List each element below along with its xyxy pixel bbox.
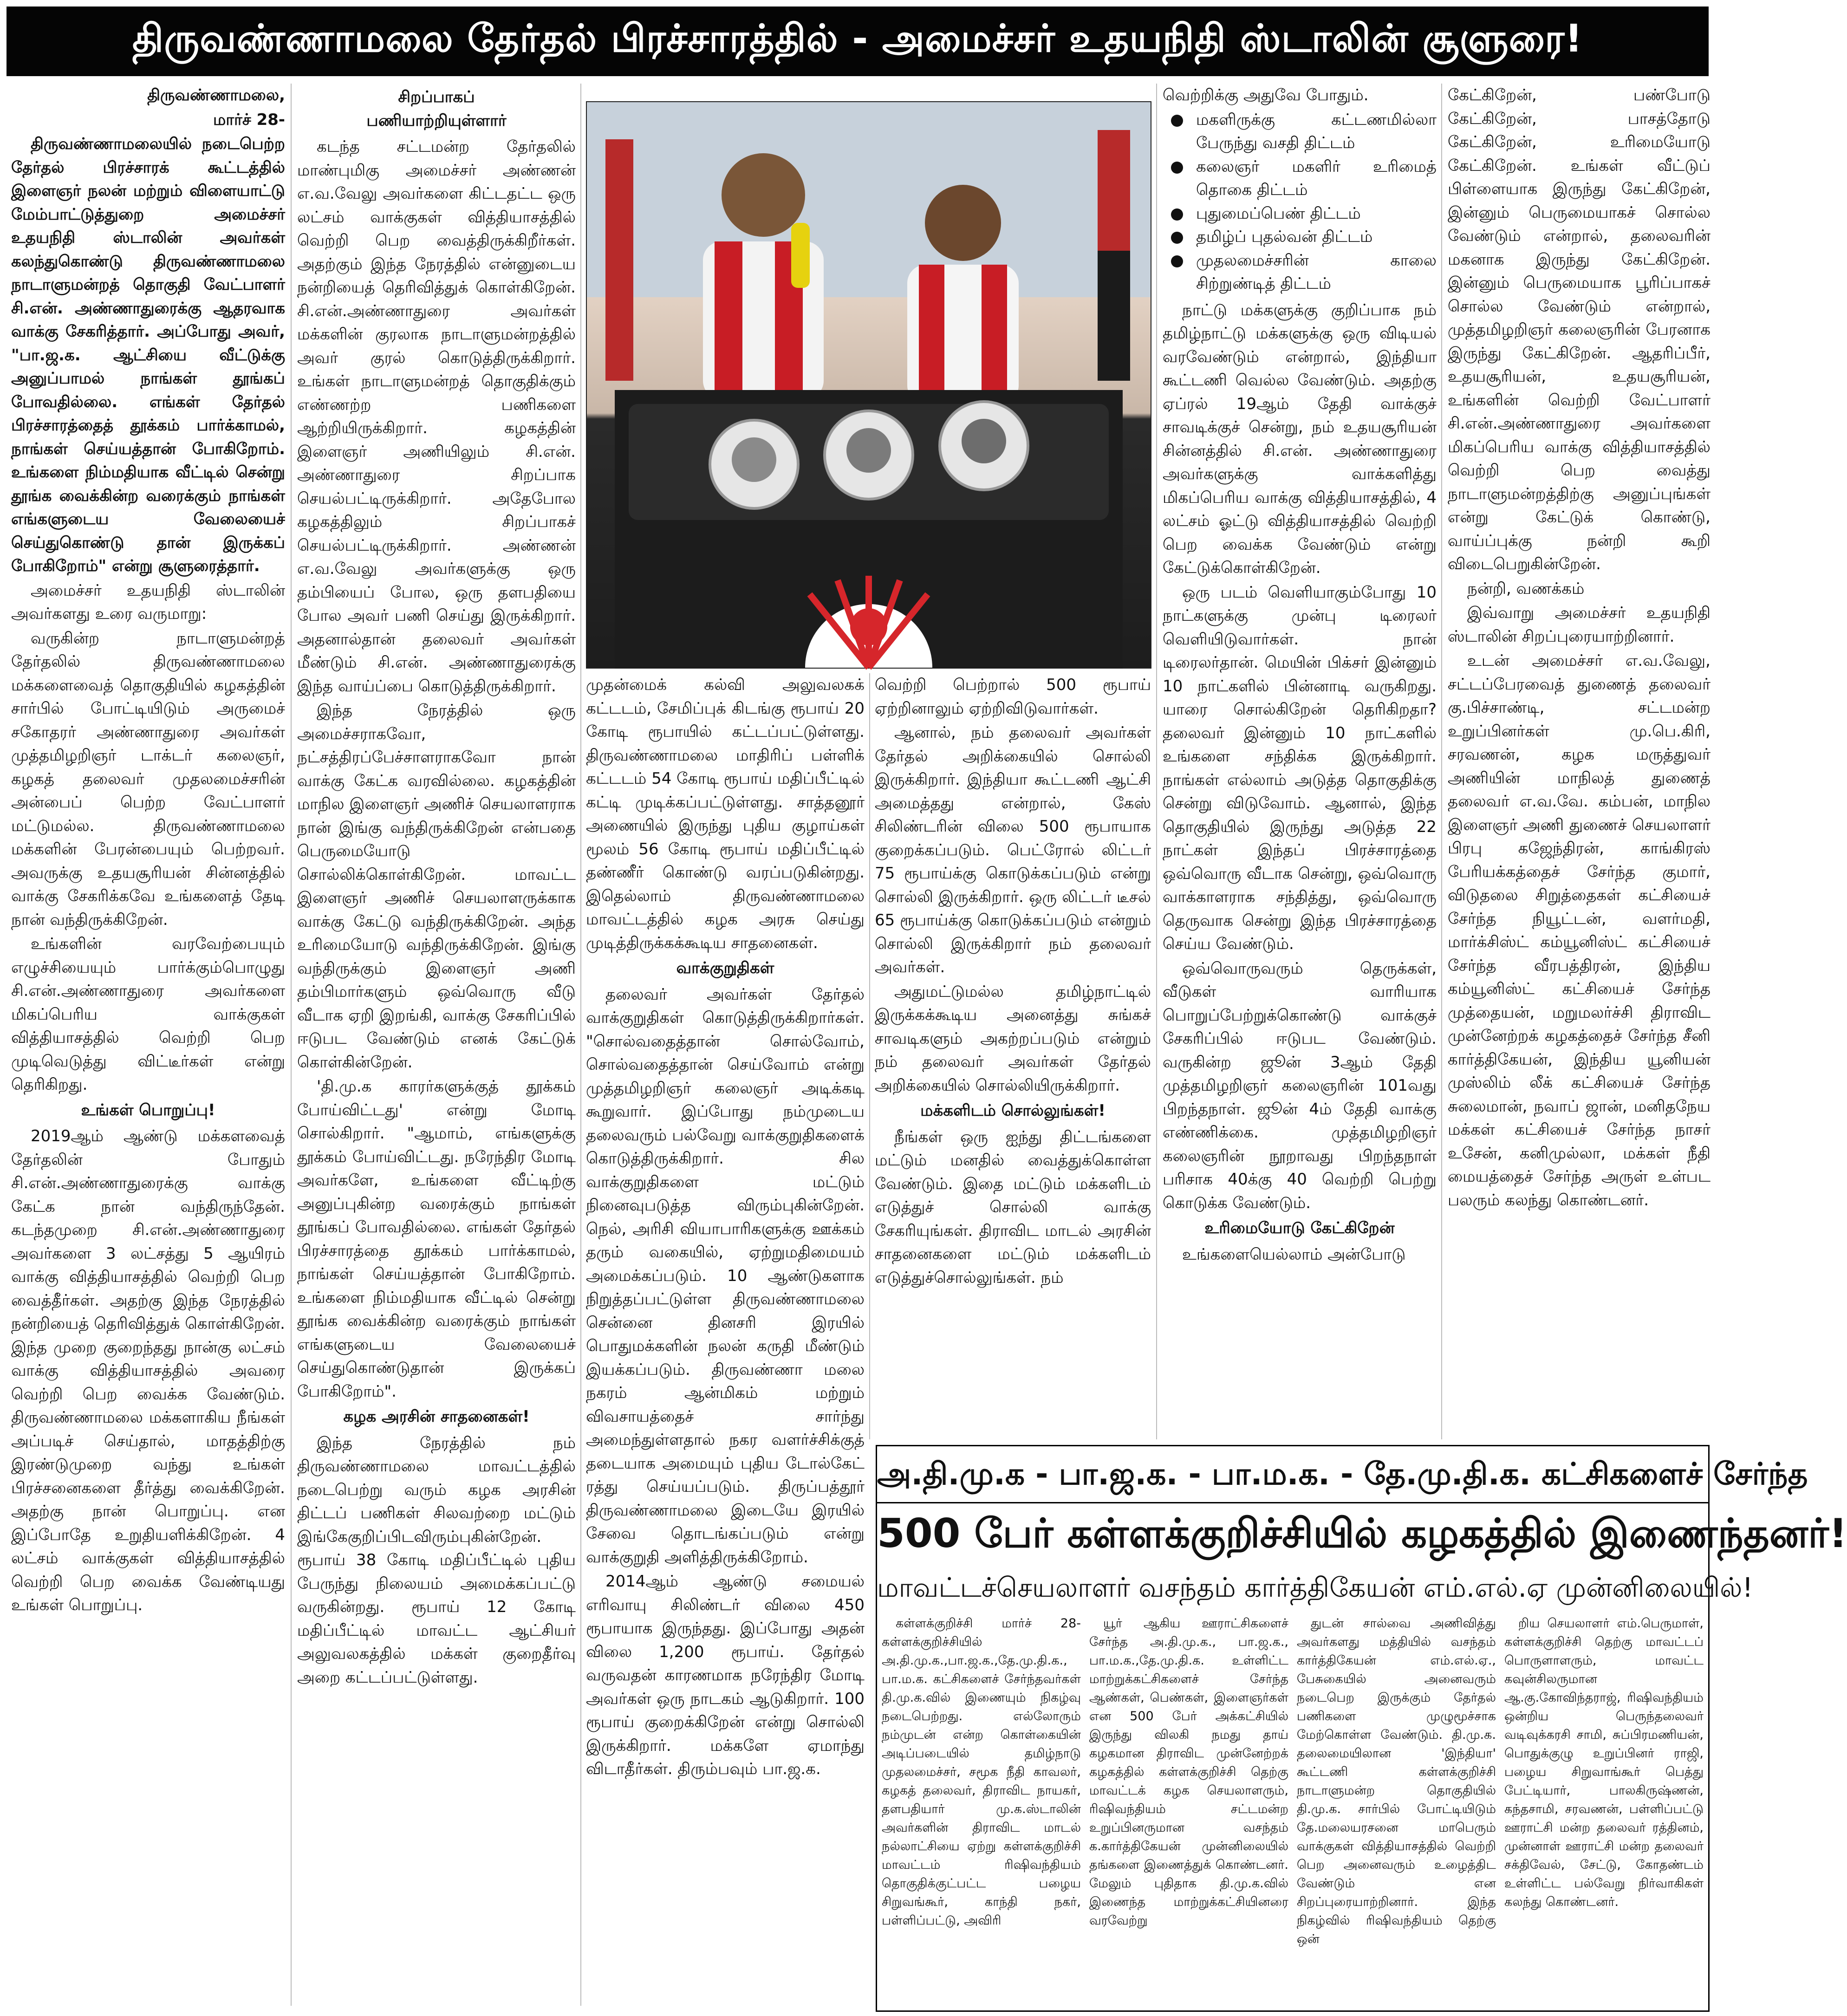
dateline-date: மார்ச் 28-: [213, 110, 285, 129]
article-column-3: [586, 673, 865, 2010]
list-item: கலைஞர் மகளிர் உரிமைத் தொகை திட்டம்: [1163, 155, 1437, 202]
paragraph: வெற்றிக்கு அதுவே போதும்.: [1163, 86, 1369, 104]
paragraph: இந்த நேரத்தில் நம் திருவண்ணாமலை மாவட்டத்தில் நடைபெற்று வரும் கழக அரசின் திட்டப் பணிகள் சிலவற்றை மட்டும் இங்கேகுறிப்பிடவிரும்புகின்றேன். ரூபாய் 38 கோடி மதிப்பீட்டில் புதிய பேருந்து நிலையம் அமைக்கப்பட்டு வருகின்றது. ரூபாய் 12 கோடி மதிப்பீட்டில் மாவட்ட ஆட்சியர் அலுவலகத்தில் மக்கள் குறைதீர்வு அறை கட்டப்பட்டுள்ளது.: [297, 1433, 576, 1687]
paragraph: உங்களின் வரவேற்பையும் எழுச்சியையும் பார்க்கும்பொழுது சி.என்.அண்ணாதுரை அவர்களை மிகப்பெரிய வாக்குகள் வித்தியாசத்தில் வெற்றி பெற முடிவெடுத்து விட்டீர்கள் என்று தெரிகிறது.: [11, 935, 285, 1094]
paragraph: 'தி.மு.க காரர்களுக்குத் தூக்கம் போய்விட்டது' என்று மோடி சொல்கிறார். "ஆமாம், எங்களுக்கு தூக்கம் போய்விட்டது. நரேந்திர மோடி அவர்களே, உங்களை வீட்டிற்கு அனுப்புகின்ற வரைக்கும் நாங்கள் தூங்கப் போவதில்லை. எங்கள் தேர்தல் பிரச்சாரத்தை தூக்கம் பார்க்காமல், நாங்கள் செய்யத்தான் போகிறோம். உங்களை நிம்மதியாக வீட்டில் சென்று தூங்க வைக்கின்ற வரைக்கும் நாங்கள் எங்களுடைய வேலையைச் செய்துகொண்டுதான் இருக்கப் போகிறோம்".: [297, 1077, 576, 1401]
paragraph: உங்களையெல்லாம் அன்போடு: [1182, 1245, 1406, 1264]
portrait-face-3: [962, 419, 1006, 463]
scheme-list: [1163, 108, 1437, 296]
column-divider: [291, 84, 292, 2006]
paragraph: முதன்மைக் கல்வி அலுவலகக் கட்டடம், சேமிப்புக் கிடங்கு ரூபாய் 20 கோடி ரூபாயில் கட்டப்பட்டுள்ளது. திருவண்ணாமலை மாதிரிப் பள்ளிக் கட்டடம் 54 கோடி ரூபாய் மதிப்பீட்டில் கட்டி முடிக்கப்பட்டுள்ளது. சாத்தனூர் அணையில் இருந்து புதிய குழாய்கள் மூலம் 56 கோடி ரூபாய் மதிப்பீட்டில் தண்ணீர் கொண்டு வரப்படுகின்றது. இதெல்லாம் திருவண்ணாமலை மாவட்டத்தில் கழக அரசு செய்து முடித்திருக்கக்கூடிய சாதனைகள்.: [586, 676, 865, 952]
flag-right-black: [1098, 251, 1130, 381]
paragraph: ஒவ்வொருவரும் தெருக்கள், வீடுகள் வாரியாக பொறுப்பேற்றுக்கொண்டு வாக்குச் சேகரிப்பில் ஈடுபட வேண்டும். வருகின்ற ஜூன் 3ஆம் தேதி முத்தமிழறிஞர் கலைஞரின் 101வது பிறந்தநாள். ஜூன் 4ம் தேதி வாக்கு எண்ணிக்கை. முத்தமிழறிஞர் கலைஞரின் நூறாவது பிறந்தநாள் பரிசாக 40க்கு 40 வெற்றி பெற்று கொடுக்க வேண்டும்.: [1163, 959, 1437, 1212]
list-item: புதுமைப்பெண் திட்டம்: [1163, 202, 1437, 226]
column-divider: [580, 84, 581, 2006]
box-columns: [882, 1614, 1704, 2004]
photo-illustration: [587, 102, 1151, 668]
article-column-5: [1163, 84, 1437, 1439]
box-kicker: அ.தி.மு.க - பா.ஜ.க. - பா.ம.க. - தே.மு.தி.க. கட்சிகளைச் சேர்ந்த: [877, 1446, 1708, 1503]
lead-paragraph: திருவண்ணாமலையில் நடைபெற்ற தேர்தல் பிரச்சாரக் கூட்டத்தில் இளைஞர் நலன் மற்றும் விளையாட்டு மேம்பாட்டுத்துறை அமைச்சர் உதயநிதி ஸ்டாலின் அவர்கள் கலந்துகொண்டு திருவண்ணாமலை நாடாளுமன்றத் தொகுதி வேட்பாளர் சி.என். அண்ணாதுரைக்கு ஆதரவாக வாக்கு சேகரித்தார். அப்போது அவர், "பா.ஜ.க. ஆட்சியை வீட்டுக்கு அனுப்பாமல் நாங்கள் தூங்கப் போவதில்லை. எங்கள் தேர்தல் பிரச்சாரத்தைத் தூக்கம் பார்க்காமல், நாங்கள் செய்யத்தான் போகிறோம். உங்களை நிம்மதியாக வீட்டில் சென்று தூங்க வைக்கின்ற வரைக்கும் நாங்கள் எங்களுடைய வேலையைச் செய்துகொண்டு தான் இருக்கப் போகிறோம்" என்று சூளுரைத்தார்.: [11, 135, 285, 575]
article-column-6: [1448, 84, 1710, 1439]
paragraph: நாட்டு மக்களுக்கு குறிப்பாக நம் தமிழ்நாட்டு மக்களுக்கு ஒரு விடியல் வரவேண்டும் என்றால், இந்தியா கூட்டணி வெல்ல வேண்டும். அதற்கு ஏப்ரல் 19ஆம் தேதி வாக்குச் சாவடிக்குச் சென்று, நம் உதயசூரியன் சின்னத்தில் சி.என். அண்ணாதுரை அவர்களுக்கு வாக்களித்து மிகப்பெரிய வாக்கு வித்தியாசத்தில், 4 லட்சம் ஓட்டு வித்தியாசத்தில் வெற்றி பெற வைக்க வேண்டும் என்று கேட்டுக்கொள்கிறேன்.: [1163, 300, 1437, 577]
flag-pole-left: [605, 139, 633, 381]
box-headline: 500 பேர் கள்ளக்குறிச்சியில் கழகத்தில் இணைந்தனர்!: [877, 1510, 1847, 1557]
subheading: மக்களிடம் சொல்லுங்கள்!: [920, 1101, 1106, 1120]
paragraph: ஆனால், நம் தலைவர் அவர்கள் தேர்தல் அறிக்கையில் சொல்லி இருக்கிறார். இந்தியா கூட்டணி ஆட்சி அமைத்தது என்றால், கேஸ் சிலிண்டரின் விலை 500 ரூபாயாக குறைக்கப்படும். பெட்ரோல் லிட்டர் 75 ரூபாய்க்கு கொடுக்கப்படும் என்று சொல்லி இருக்கிறார். ஒரு லிட்டர் டீசல் 65 ரூபாய்க்கு கொடுக்கப்படும் என்றும் சொல்லி இருக்கிறார் நம் தலைவர் அவர்கள்.: [875, 723, 1151, 976]
subheading: பணியாற்றியுள்ளார்: [366, 111, 507, 130]
portrait-face-2: [846, 428, 891, 473]
person-right-scarf-2: [982, 265, 1007, 404]
list-item: மகளிருக்கு கட்டணமில்லா பேருந்து வசதி திட்டம்: [1163, 108, 1437, 155]
person-left-head: [722, 153, 805, 237]
portrait-face-1: [732, 437, 776, 482]
paragraph: கடந்த சட்டமன்ற தேர்தலில் மாண்புமிகு அமைச்சர் அண்ணன் எ.வ.வேலு அவர்களை கிட்டதட்ட ஒரு லட்சம் வாக்குகள் வித்தியாசத்தில் வெற்றி பெற வைத்திருக்கிறீர்கள். அதற்கும் இந்த நேரத்தில் என்னுடைய நன்றியைத் தெரிவித்துக் கொள்கிறேன். சி.என்.அண்ணாதுரை அவர்கள் மக்களின் குரலாக நாடாளுமன்றத்தில் அவர் குரல் கொடுத்திருக்கிறார். உங்கள் நாடாளுமன்றத் தொகுதிக்கும் எண்ணற்ற பணிகளை ஆற்றியிருக்கிறார். கழகத்தின் இளைஞர் அணியிலும் சி.என். அண்ணாதுரை சிறப்பாக செயல்பட்டிருக்கிறார். அதேபோல கழகத்திலும் சிறப்பாகச் செயல்பட்டிருக்கிறார். அண்ணன் எ.வ.வேலு அவர்களுக்கு ஒரு தம்பியைப் போல, ஒரு தளபதியை போல அவர் பணி செய்து இருக்கிறார். அதனால்தான் தலைவர் அவர்கள் மீண்டும் சி.என். அண்ணாதுரைக்கு இந்த வாய்ப்பை கொடுத்திருக்கிறார்.: [297, 137, 576, 696]
paragraph: வருகின்ற நாடாளுமன்றத் தேர்தலில் திருவண்ணாமலை மக்களைவைத் தொகுதியில் கழகத்தின் சார்பில் போட்டியிடும் அருமைச் சகோதரர் அண்ணாதுரை அவர்கள் முத்தமிழறிஞர் டாக்டர் கலைஞர், கழகத் தலைவர் முதலமைச்சரின் அன்பைப் பெற்ற வேட்பாளர் மட்டுமல்ல. திருவண்ணாமலை மக்களின் பேரன்பையும் பெற்றவர். அவருக்கு உதயசூரியன் சின்னத்தில் வாக்கு சேகரிக்கவே உங்களைத் தேடி நான் வந்திருக்கிறேன்.: [11, 629, 285, 929]
subheading: உங்கள் பொறுப்பு!: [81, 1100, 215, 1119]
column-divider: [869, 673, 870, 1439]
paragraph: றிய செயலாளர் எம்.பெருமாள், கள்ளக்குறிச்சி தெற்கு மாவட்டப் பொருளாளரும், மாவட்ட கவுன்சிலருமான ஆ.கு.கோவிந்தராஜ், ரிஷிவந்தியம் ஒன்றிய பெருந்தலைவர் வடிவுக்கரசி சாமி, சுப்பிரமணியன், பொதுக்குழு உறுப்பினர் ராஜி, பழைய சிறுவாங்கூர் பெத்து பேட்டியார், பாலகிருஷ்ணன், கந்தசாமி, சரவணன், பள்ளிப்பட்டு ஊராட்சி மன்ற தலைவர் ரத்தினம், முன்னாள் ஊராட்சி மன்ற தலைவர் சக்திவேல், சேட்டு, கோதண்டம் உள்ளிட்ட பல்வேறு நிர்வாகிகள் கலந்து கொண்டனர்.: [1504, 1616, 1704, 1909]
campaign-vehicle-photo: [586, 101, 1151, 669]
list-item: தமிழ்ப் புதல்வன் திட்டம்: [1163, 225, 1437, 249]
person-right-head: [925, 185, 1001, 261]
box-column: [1297, 1614, 1496, 2004]
paragraph: துடன் சால்வை அணிவித்து அவர்களது மத்தியில் வசந்தம் கார்த்திகேயன் எம்.எல்.ஏ., பேசுகையில் அனைவரும் நடைபெற இருக்கும் தேர்தல் பணிகளை முழுமூச்சாக மேற்கொள்ள வேண்டும். தி.மு.க. தலைமையிலான 'இந்தியா' கூட்டணி கள்ளக்குறிச்சி நாடாளுமன்ற தொகுதியில் தி.மு.க. சார்பில் போட்டியிடும் தே.மலையரசனை மாபெரும் வாக்குகள் வித்தியாசத்தில் வெற்றி பெற அனைவரும் உழைத்திட வேண்டும் என சிறப்புரையாற்றினார். இந்த நிகழ்வில் ரிஷிவந்தியம் தெற்கு ஒன்: [1297, 1616, 1496, 1946]
paragraph: வெற்றி பெற்றால் 500 ரூபாய் ஏற்றினாலும் ஏற்றிவிடுவார்கள்.: [875, 676, 1151, 718]
article-column-2: [297, 84, 576, 2010]
paragraph: தலைவர் அவர்கள் தேர்தல் வாக்குறுதிகள் கொடுத்திருக்கிறார்கள். "சொல்வதைத்தான் சொல்வோம், சொல்வதைத்தான் செய்வோம் என்று முத்தமிழறிஞர் கலைஞர் அடிக்கடி கூறுவார். இப்போது நம்முடைய தலைவரும் பல்வேறு வாக்குறுதிகளைக் கொடுத்திருக்கிறார். சில வாக்குறுதிகளை மட்டும் நினைவுபடுத்த விரும்புகின்றேன். நெல், அரிசி வியாபாரிகளுக்கு ஊக்கம் தரும் வகையில், ஏற்றுமதிமையம் அமைக்கப்படும். 10 ஆண்டுகளாக நிறுத்தப்பட்டுள்ள திருவண்ணாமலை சென்னை தினசரி இரயில் பொதுமக்களின் நலன் கருதி மீண்டும் இயக்கப்படும். திருவண்ணா மலை நகரம் ஆன்மிகம் மற்றும் விவசாயத்தைச் சார்ந்து அமைந்துள்ளதால் நகர வளர்ச்சிக்குத் தடையாக அமையும் புதிய டோல்கேட் ரத்து செய்யப்படும். திருப்பத்தூர் திருவண்ணாமலை இடையே இரயில் சேவை தொடங்கப்படும் என்று வாக்குறுதி அளித்திருக்கிறோம்.: [586, 985, 865, 1567]
subheading: கழக அரசின் சாதனைகள்!: [343, 1407, 530, 1426]
person-right-scarf: [919, 265, 944, 404]
boxed-news-story: [876, 1445, 1847, 2012]
box-column: [1089, 1614, 1288, 2004]
box-column: [882, 1614, 1081, 2004]
paragraph: நன்றி, வணக்கம்: [1467, 579, 1585, 598]
column-divider: [1441, 84, 1442, 1439]
article-column-1: [11, 84, 285, 2010]
dateline-place: திருவண்ணாமலை,: [147, 86, 285, 104]
box-column: [1504, 1614, 1704, 2004]
paragraph: இவ்வாறு அமைச்சர் உதயநிதி ஸ்டாலின் சிறப்புரையாற்றினார்.: [1448, 604, 1710, 646]
paragraph: அமைச்சர் உதயநிதி ஸ்டாலின் அவர்களது உரை வருமாறு:: [11, 581, 285, 623]
paragraph: 2019ஆம் ஆண்டு மக்களவைத் தேர்தலின் போதும் சி.என்.அண்ணாதுரைக்கு வாக்கு கேட்க நான் வந்திருந்தேன். கடந்தமுறை சி.என்.அண்ணாதுரை அவர்களை 3 லட்சத்து 5 ஆயிரம் வாக்கு வித்தியாசத்தில் வெற்றி பெற வைத்தீர்கள். அதற்கு இந்த நேரத்தில் நன்றியைத் தெரிவித்துக் கொள்கிறேன். இந்த முறை குறைந்தது நான்கு லட்சம் வாக்கு வித்தியாசத்தில் அவரை வெற்றி பெற வைக்க வேண்டும். திருவண்ணாமலை மக்களாகிய நீங்கள் அப்படிச் செய்தால், மாதத்திற்கு இரண்டுமுறை வந்து உங்கள் பிரச்சனைகளை தீர்த்து வைக்கிறேன். அதற்கு நான் பொறுப்பு. என இப்போதே உறுதியளிக்கிறேன். 4 லட்சம் வாக்குகள் வித்தியாசத்தில் வெற்றி பெற வைக்க வேண்டியது உங்கள் பொறுப்பு.: [11, 1127, 285, 1614]
paragraph: நீங்கள் ஒரு ஐந்து திட்டங்களை மட்டும் மனதில் வைத்துக்கொள்ள வேண்டும். இதை மட்டும் மக்களிடம் எடுத்துச் சொல்லி வாக்கு சேகரியுங்கள். திராவிட மாடல் அரசின் சாதனைகளை மட்டும் மக்களிடம் எடுத்துச்சொல்லுங்கள். நம்: [875, 1127, 1151, 1287]
page-title: திருவண்ணாமலை தேர்தல் பிரச்சாரத்தில் - அமைச்சர் உதயநிதி ஸ்டாலின் சூளுரை!: [132, 17, 1583, 61]
paragraph: 2014ஆம் ஆண்டு சமையல் எரிவாயு சிலிண்டர் விலை 450 ரூபாயாக இருந்தது. இப்போது அதன் விலை 1,200 ரூபாய். தேர்தல் வருவதன் காரணமாக நரேந்திர மோடி அவர்கள் ஒரு நாடகம் ஆடுகிறார். 100 ரூபாய் குறைக்கிறேன் என்று சொல்லி இருக்கிறார். மக்களே ஏமாந்து விடாதீர்கள். திரும்பவும் பா.ஜ.க.: [586, 1572, 865, 1778]
list-item: முதலமைச்சரின் காலை சிற்றுண்டித் திட்டம்: [1163, 249, 1437, 296]
column-divider: [1156, 84, 1157, 1439]
paragraph: அதுமட்டுமல்ல தமிழ்நாட்டில் இருக்கக்கூடிய அனைத்து சுங்கச் சாவடிகளும் அகற்றப்படும் என்றும் நம் தலைவர் அவர்கள் தேர்தல் அறிக்கையில் சொல்லியிருக்கிறார்.: [875, 982, 1151, 1095]
microphone-icon: [791, 223, 810, 288]
subheading: சிறப்பாகப்: [398, 88, 475, 106]
sky: [587, 102, 1151, 297]
paragraph: ஒரு படம் வெளியாகும்போது 10 நாட்களுக்கு முன்பு டிரைலர் வெளியிடுவார்கள். நான் டிரைலர்தான். மெயின் பிக்சர் இன்னும் 10 நாட்களில் பின்னாடி வருகிறது. யாரை சொல்கிறேன் தெரிகிறதா? தலைவர் இன்னும் 10 நாட்களில் உங்களை சந்திக்க இருக்கிறார். நாங்கள் எல்லாம் அடுத்த தொகுதிக்கு சென்று விடுவோம். ஆனால், இந்த தொகுதியில் இருந்து அடுத்த 22 நாட்கள் இந்தப் பிரச்சாரத்தை ஒவ்வொரு வீடாக சென்று, ஒவ்வொரு வாக்காளராக சந்தித்து, ஒவ்வொரு தெருவாக சென்று இந்த பிரச்சாரத்தை செய்ய வேண்டும்.: [1163, 583, 1437, 953]
subheading: உரிமையோடு கேட்கிறேன்: [1204, 1219, 1395, 1237]
box-deck: மாவட்டச்செயலாளர் வசந்தம் கார்த்திகேயன் எம்.எல்.ஏ முன்னிலையில்!: [877, 1572, 1753, 1603]
paragraph: யூர் ஆகிய ஊராட்சிகளைச் சேர்ந்த அ.தி.மு.க., பா.ஜ.க., பா.ம.க.,தே.மு.தி.க. உள்ளிட்ட மாற்றுக்கட்சிகளைச் சேர்ந்த ஆண்கள், பெண்கள், இளைஞர்கள் என 500 பேர் அக்கட்சியில் இருந்து விலகி நமது தாய் கழகமான திராவிட முன்னேற்றக் கழகத்தில் கள்ளக்குறிச்சி தெற்கு மாவட்டக் கழக செயலாளரும், ரிஷிவந்தியம் சட்டமன்ற உறுப்பினருமான வசந்தம் க.கார்த்திகேயன் முன்னிலையில் தங்களை இணைத்துக் கொண்டனர். மேலும் புதிதாக தி.மு.க.வில் இணைந்த மாற்றுக்கட்சியினரை வரவேற்று: [1089, 1616, 1288, 1928]
headline-banner: [7, 7, 1709, 76]
paragraph: உடன் அமைச்சர் எ.வ.வேலு, சட்டப்பேரவைத் துணைத் தலைவர் கு.பிச்சாண்டி, சட்டமன்ற உறுப்பினர்கள் மு.பெ.கிரி, சரவணன், கழக மருத்துவர் அணியின் மாநிலத் துணைத் தலைவர் எ.வ.வே. கம்பன், மாநில இளைஞர் அணி துணைச் செயலாளர் பிரபு கஜேந்திரன், காங்கிரஸ் பேரியக்கத்தைச் சேர்ந்த குமார், விடுதலை சிறுத்தைகள் கட்சியைச் சேர்ந்த நியூட்டன், வளர்மதி, மார்க்சிஸ்ட் கம்யூனிஸ்ட் கட்சியைச் சேர்ந்த வீரபத்திரன், இந்திய கம்யூனிஸ்ட் கட்சியைச் சேர்ந்த முத்தையன், மறுமலர்ச்சி திராவிட முன்னேற்றக் கழகத்தைச் சேர்ந்த சீனி கார்த்திகேயன், இந்திய யூனியன் முஸ்லிம் லீக் கட்சியைச் சேர்ந்த சுலைமான், நவாப் ஜான், மனிதநேய மக்கள் கட்சியைச் சேர்ந்த நாசர் உசேன், கனிமுல்லா, மக்கள் நீதி மையத்தைச் சேர்ந்த அருள் உள்பட பலரும் கலந்து கொண்டனர்.: [1448, 651, 1710, 1210]
paragraph: கள்ளக்குறிச்சி மார்ச் 28- கள்ளக்குறிச்சியில் அ.தி.மு.க.,பா.ஜ.க.,தே.மு.தி.க., பா.ம.க. கட்சிகளைச் சேர்ந்தவர்கள் தி.மு.க.வில் இணையும் நிகழ்வு நடைபெற்றது. எல்லோரும் நம்முடன் என்ற கொள்கையின் அடிப்படையில் தமிழ்நாடு முதலமைச்சர், சமூக நீதி காவலர், கழகத் தலைவர், திராவிட நாயகர், தளபதியார் மு.க.ஸ்டாலின் அவர்களின் திராவிட மாடல் நல்லாட்சியை ஏற்று கள்ளக்குறிச்சி மாவட்டம் ரிஷிவந்தியம் தொகுதிக்குட்பட்ட பழைய சிறுவங்கூர், காந்தி நகர், பள்ளிப்பட்டு, அவிரி: [882, 1616, 1081, 1928]
paragraph: இந்த நேரத்தில் ஒரு அமைச்சராகவோ, நட்சத்திரப்பேச்சாளராகவோ நான் வாக்கு கேட்க வரவில்லை. கழகத்தின் மாநில இளைஞர் அணிச் செயலாளராக நான் இங்கு வந்திருக்கிறேன் என்பதை பெருமையோடு சொல்லிக்கொள்கிறேன். மாவட்ட இளைஞர் அணிச் செயலாளருக்காக வாக்கு கேட்டு வந்திருக்கிறேன். அந்த உரிமையோடு வந்திருக்கிறேன். இங்கு வந்திருக்கும் இளைஞர் அணி தம்பிமார்களும் ஒவ்வொரு வீடு வீடாக ஏறி இறங்கி, வாக்கு சேகரிப்பில் ஈடுபட வேண்டும் எனக் கேட்டுக் கொள்கின்றேன்.: [297, 701, 576, 1072]
paragraph: கேட்கிறேன், பண்போடு கேட்கிறேன், பாசத்தோடு கேட்கிறேன், உரிமையோடு கேட்கிறேன். உங்கள் வீட்டுப் பிள்ளையாக இருந்து கேட்கிறேன், இன்னும் பெருமையாகச் சொல்ல வேண்டும் என்றால், தலைவரின் மகனாக இருந்து கேட்கிறேன். இன்னும் பெருமையாக பூரிப்பாகச் சொல்ல வேண்டும் என்றால், முத்தமிழறிஞர் கலைஞரின் பேரனாக இருந்து கேட்கிறேன். ஆதரிப்பீர், உதயசூரியன், உதயசூரியன், உங்களின் வெற்றி வேட்பாளர் சி.என்.அண்ணாதுரை அவர்களை மிகப்பெரிய வாக்கு வித்தியாசத்தில் வெற்றி பெற வைத்து நாடாளுமன்றத்திற்கு அனுப்புங்கள் என்று கேட்டுக் கொண்டு, வாய்ப்புக்கு நன்றி கூறி விடைபெறுகின்றேன்.: [1448, 86, 1710, 573]
person-left-scarf: [715, 241, 742, 399]
subheading: வாக்குறுதிகள்: [676, 959, 774, 977]
article-column-4: [875, 673, 1151, 1439]
